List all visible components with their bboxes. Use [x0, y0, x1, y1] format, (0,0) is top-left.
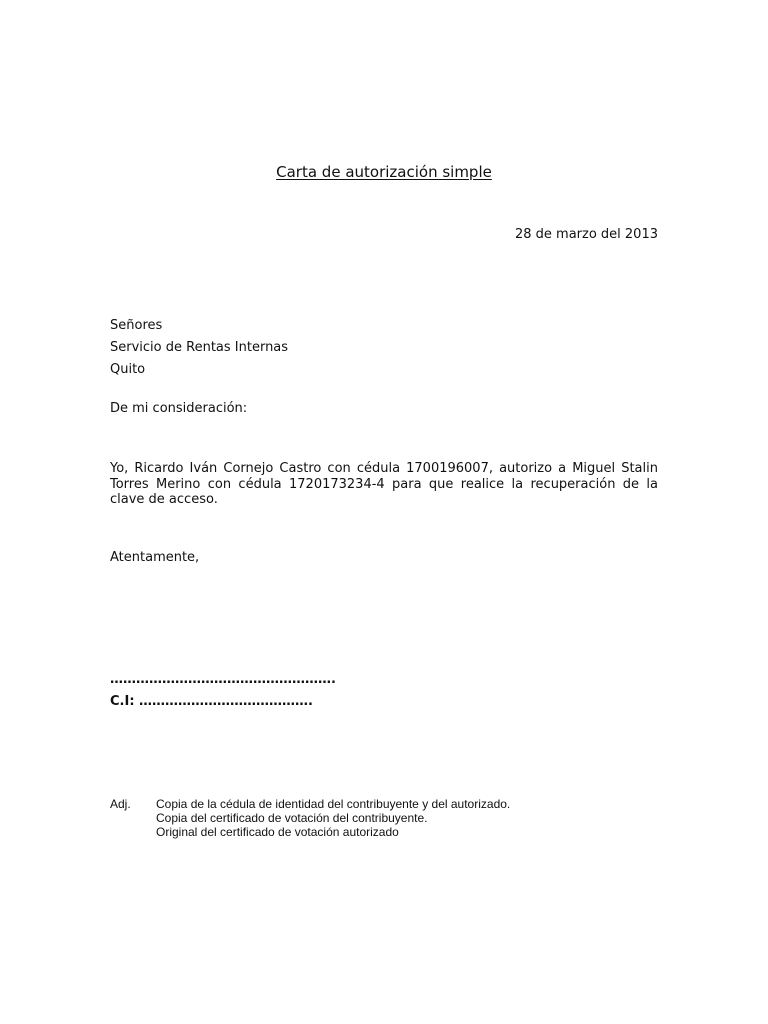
- ci-line: C.I: ………………………………….: [110, 694, 313, 709]
- recipient-line-1: Señores: [110, 318, 163, 333]
- attachment-item: Copia de la cédula de identidad del contribuyente y del autorizado.: [156, 797, 511, 811]
- recipient-line-2: Servicio de Rentas Internas: [110, 340, 289, 355]
- attachment-item: Copia del certificado de votación del contribuyente.: [156, 811, 428, 825]
- attachments-label: Adj.: [110, 797, 131, 811]
- closing: Atentamente,: [110, 550, 200, 565]
- salutation: De mi consideración:: [110, 401, 248, 416]
- letter-title: Carta de autorización simple: [276, 163, 492, 181]
- signature-line: …………………………………………….: [110, 672, 336, 687]
- attachment-item: Original del certificado de votación autorizado: [156, 825, 399, 839]
- recipient-line-3: Quito: [110, 362, 146, 377]
- letter-date: 28 de marzo del 2013: [514, 227, 658, 242]
- letter-body: Yo, Ricardo Iván Cornejo Castro con cédula 1700196007, autorizo a Miguel Stalin Torres Merino con cédula 1720173234-4 para que realice la recuperación de la clave de acceso.: [110, 461, 658, 507]
